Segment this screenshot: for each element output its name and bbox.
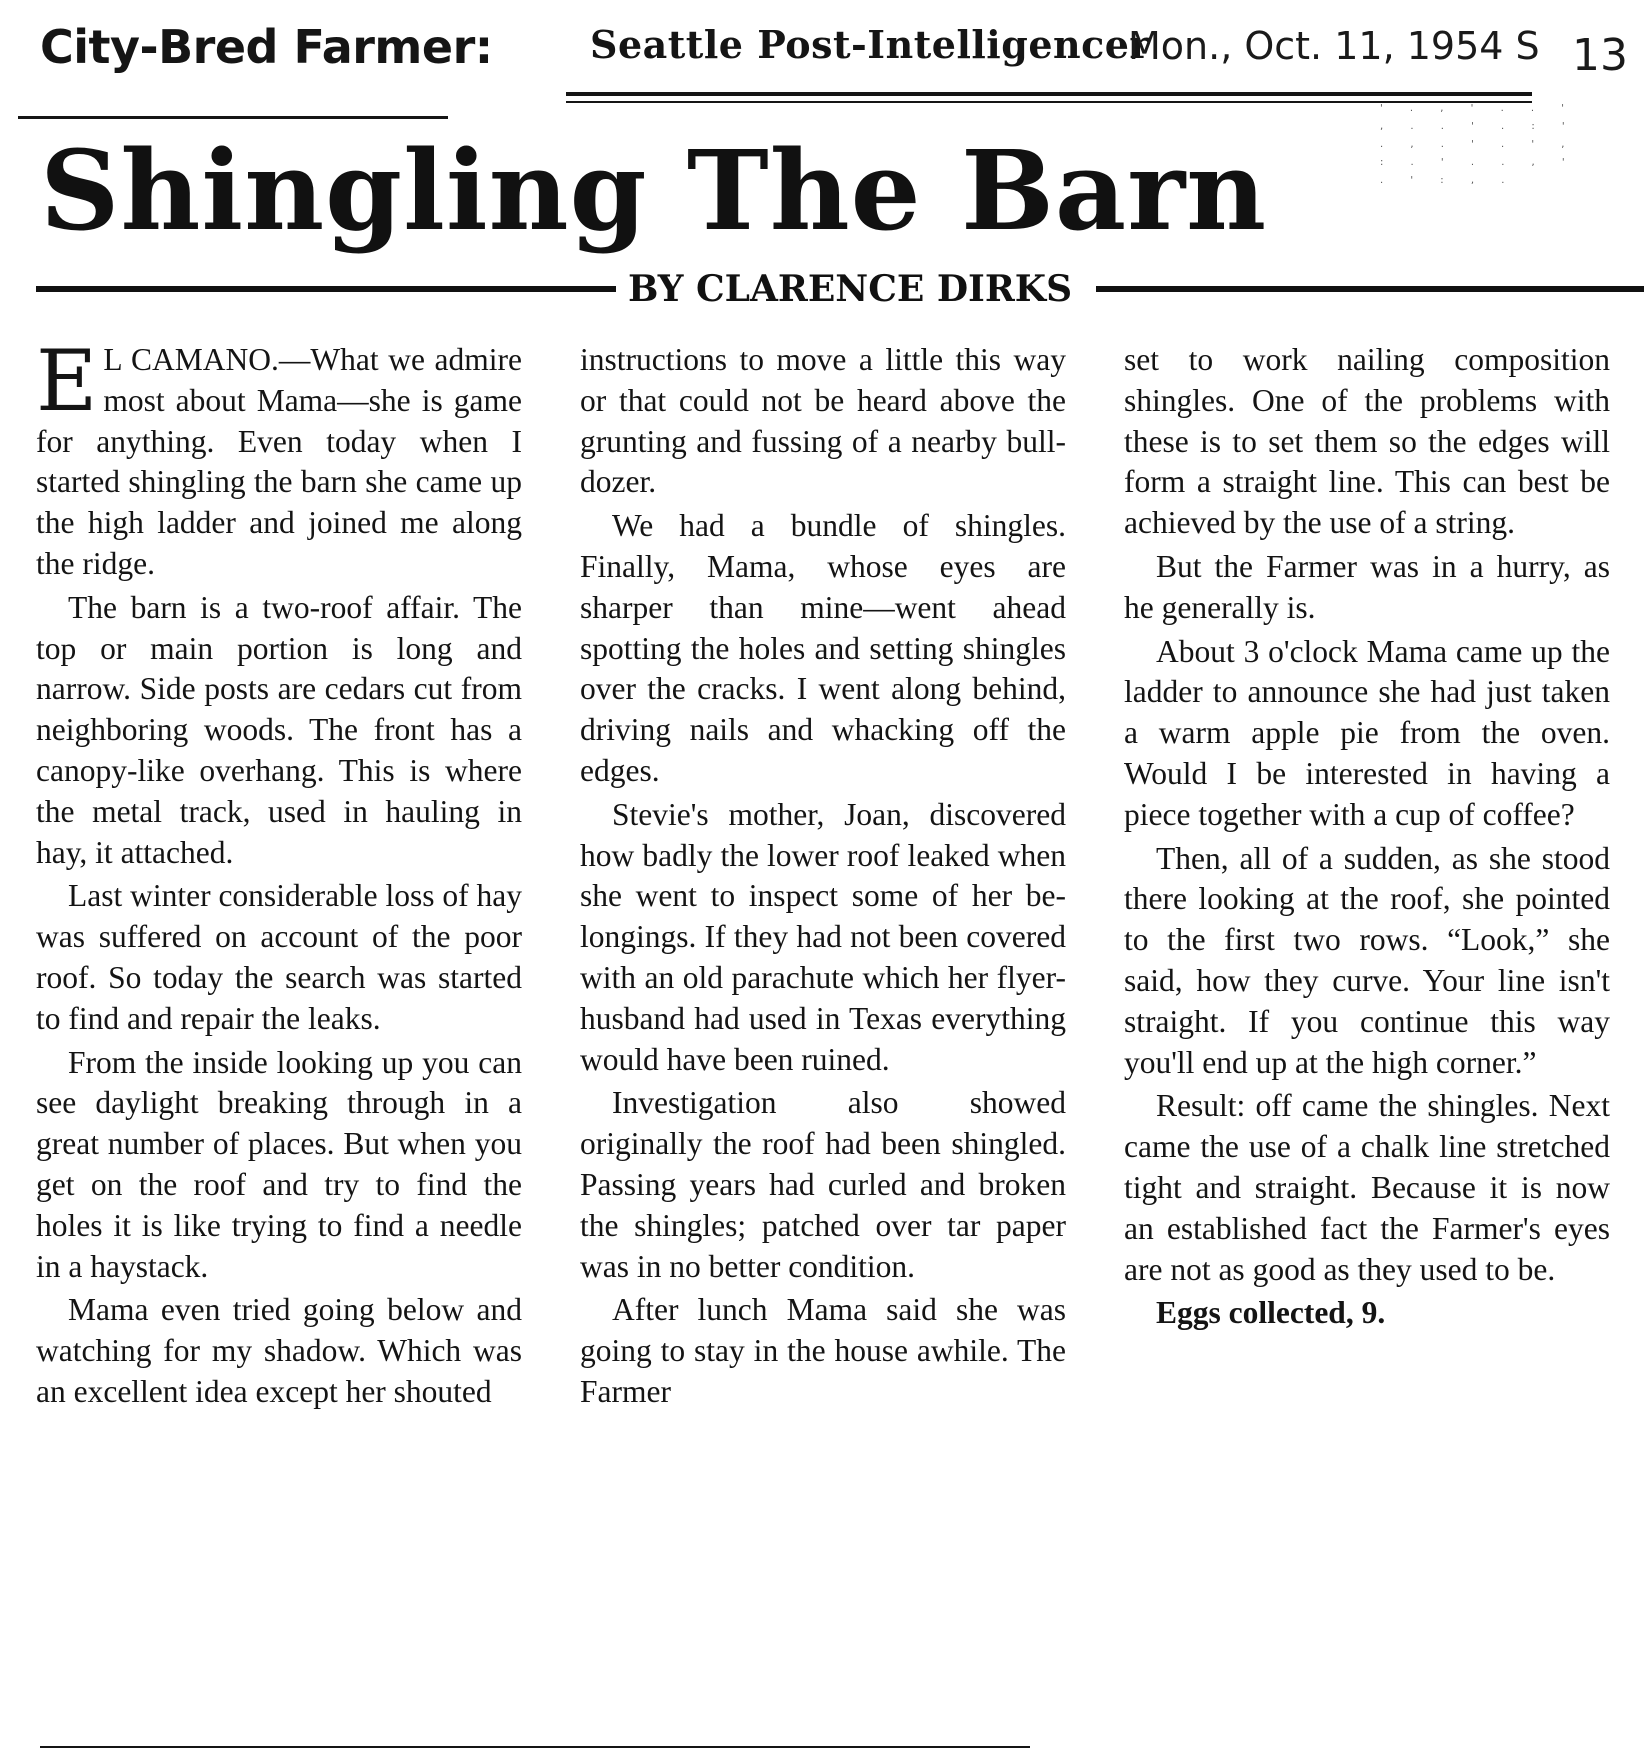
column-kicker: City-Bred Farmer: [40,20,493,74]
byline-rule-left [36,286,616,292]
article-column-3 [1124,340,1610,1337]
sign-off: Eggs collected, 9. [1156,1295,1386,1331]
masthead-rule-top [566,92,1532,96]
article-headline: Shingling The Barn [40,126,1268,255]
paragraph: About 3 o'clock Mama came up the ladder to announce she had just taken a warm apple pie from the oven. Would I be interested in having a piece together with a cup of coffee? [1124,633,1610,832]
newspaper-masthead: Seattle Post-Intelligencer [590,22,1150,67]
byline-row [36,268,1604,308]
paragraph: Then, all of a sudden, as she stood there looking at the roof, she pointed to the first two rows. “Look,” she said, how they curve. Your line isn't straight. If you continue this way you'll end up at the high corner.” [1124,840,1610,1080]
paragraph: set to work nailing composition shingles. One of the problems with these is to set them so the edges will form a straight line. This can best be achieved by the use of a string. [1124,342,1610,541]
paragraph: The barn is a two-roof affair. The top or main portion is long and narrow. Side posts are cedars cut from neighboring woods. The front has a canopy-like overhang. This is where the metal track, used in hauling in hay, it attached. [36,589,522,870]
paragraph: instructions to move a little this way or that could not be heard above the grunting and fussing of a nearby bulldozer. [580,342,1066,500]
page-number: 13 [1572,30,1628,81]
paragraph: Result: off came the shingles. Next came the use of a chalk line stretched tight and straight. Because it is now an established fact the Farmer's eyes are not as good as they used to be. [1124,1088,1610,1287]
paragraph: Investigation also showed originally the roof had been shingled. Passing years had curled and broken the shingles; patched over tar paper was in no better condition. [580,1085,1066,1284]
print-speckle-marks: ' . , ' . . ' , . . ' . : ' . , . ' . ' , : . ' . . , ' . ' : , . [1380,103,1577,186]
paragraph: From the inside looking up you can see daylight breaking through in a great number of places. But when you get on the roof and try to find the holes it is like trying to find a needle in a haystack. [36,1044,522,1284]
paragraph: Mama even tried going below and watching for my shadow. Which was an excellent idea except her shouted [36,1292,522,1409]
paragraph: Stevie's mother, Joan, discovered how badly the lower roof leaked when she went to inspect some of her belongings. If they had not been covered with an old parachute which her flyer-husband had used in Texas everything would have been ruined. [580,796,1066,1077]
article-byline: BY CLARENCE DIRKS [628,268,1073,310]
publication-dateline: Mon., Oct. 11, 1954 S [1128,24,1540,68]
paragraph-text: L CAMANO.—What we admire most about Mama—she is game for anything. Even today when I started shingling the barn she came up the high ladder and joined me along the ridge. [36,342,522,581]
paragraph: Last winter considerable loss of hay was suffered on account of the poor roof. So today the search was started to find and repair the leaks. [36,878,522,1036]
article-column-1 [36,332,522,1416]
drop-cap: E [36,332,98,430]
kicker-rule [18,116,448,119]
bottom-rule [40,1746,1030,1748]
paragraph [36,332,522,585]
paragraph: But the Farmer was in a hurry, as he generally is. [1124,548,1610,625]
paragraph: We had a bundle of shingles. Finally, Mama, whose eyes are sharper than mine—went ahead spotting the holes and setting shingles over the cracks. I went along behind, driving nails and whacking off the edges. [580,508,1066,788]
article-column-2 [580,340,1066,1416]
paragraph: After lunch Mama said she was going to stay in the house awhile. The Farmer [580,1292,1066,1409]
